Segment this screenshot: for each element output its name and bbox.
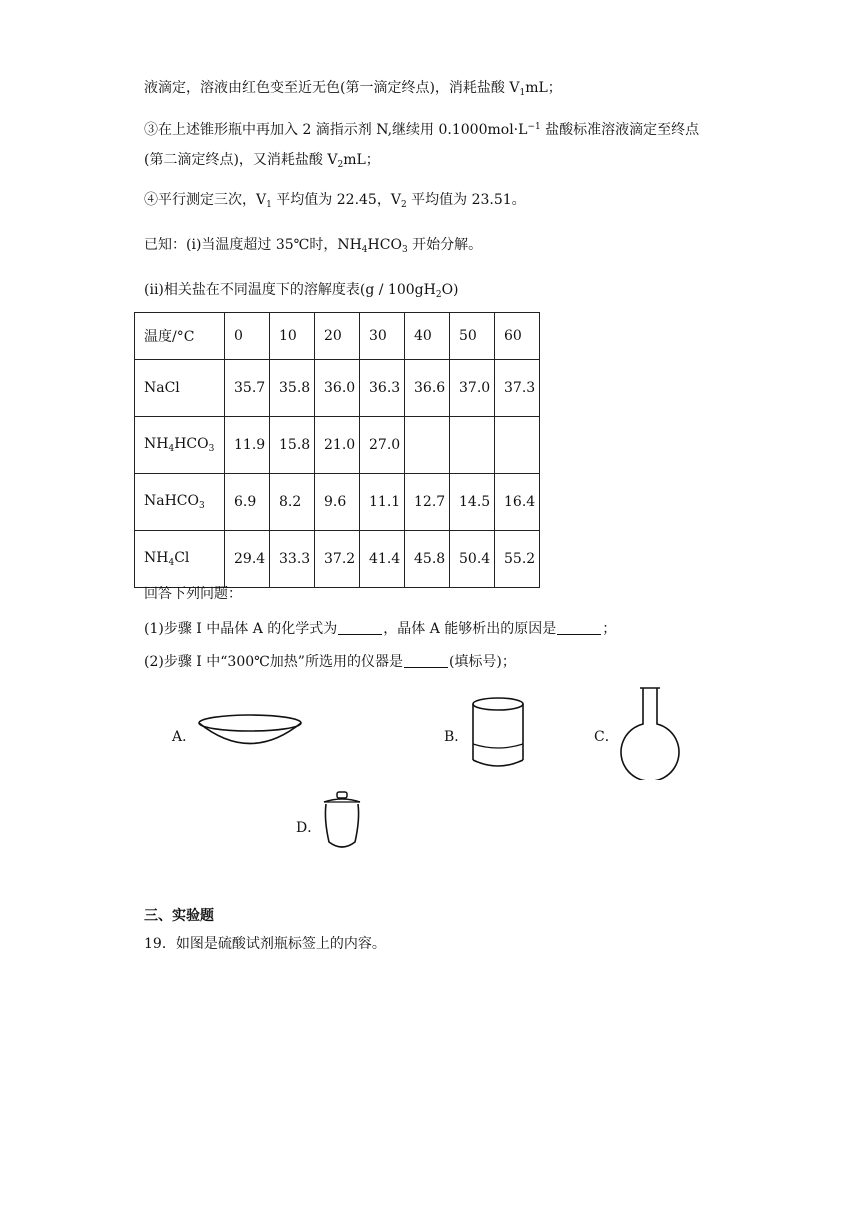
question-1: (1)步骤 I 中晶体 A 的化学式为 ，晶体 A 能够析出的原因是 ； <box>144 621 617 637</box>
table-cell: 45.8 <box>405 531 450 588</box>
table-cell: 9.6 <box>315 474 360 531</box>
table-cell: 15.8 <box>270 417 315 474</box>
section-heading: 三、实验题 <box>144 908 214 924</box>
table-cell: 11.1 <box>360 474 405 531</box>
table-row <box>135 531 540 588</box>
answer-blank[interactable] <box>557 620 601 635</box>
temp-cell: 60 <box>495 313 540 360</box>
table-cell: 33.3 <box>270 531 315 588</box>
table-cell: 14.5 <box>450 474 495 531</box>
salt-name: NaHCO$_3$ <box>135 474 225 531</box>
table-cell: 8.2 <box>270 474 315 531</box>
table-cell <box>405 417 450 474</box>
salt-name: NaCl <box>135 360 225 417</box>
option-b-label: B． <box>444 729 469 745</box>
table-cell: 41.4 <box>360 531 405 588</box>
table-row <box>135 417 540 474</box>
salt-name: $NH_4Cl$ <box>135 531 225 588</box>
option-c-label: C． <box>594 729 619 745</box>
option-d-label: D． <box>296 820 322 836</box>
table-cell: 55.2 <box>495 531 540 588</box>
table-cell: 37.0 <box>450 360 495 417</box>
table-cell: 36.6 <box>405 360 450 417</box>
temp-cell: 30 <box>360 313 405 360</box>
table-cell: 29.4 <box>225 531 270 588</box>
table-cell <box>495 417 540 474</box>
answer-blank[interactable] <box>338 620 382 635</box>
answer-blank[interactable] <box>404 653 448 668</box>
temp-cell: 50 <box>450 313 495 360</box>
table-cell: 11.9 <box>225 417 270 474</box>
table-cell: 36.3 <box>360 360 405 417</box>
crucible-icon <box>320 790 364 856</box>
question-2: (2)步骤 I 中“300℃加热”所选用的仪器是 (填标号)； <box>144 654 516 670</box>
solubility-unit: $(g / 100gH_2O)$ <box>359 282 459 300</box>
table-cell: 35.8 <box>270 360 315 417</box>
table-cell: 27.0 <box>360 417 405 474</box>
table-cell: 50.4 <box>450 531 495 588</box>
table-row <box>135 360 540 417</box>
table-cell: 35.7 <box>225 360 270 417</box>
header-label: 温度/°C <box>135 313 225 360</box>
table-cell: 6.9 <box>225 474 270 531</box>
questions-intro: 回答下列问题： <box>144 586 242 602</box>
evaporating-dish-icon <box>196 712 304 748</box>
table-cell: 21.0 <box>315 417 360 474</box>
round-bottom-flask-icon <box>618 684 682 780</box>
question-19: 19．如图是硫酸试剂瓶标签上的内容。 <box>144 936 386 952</box>
solubility-table <box>134 312 540 588</box>
table-cell: 37.3 <box>495 360 540 417</box>
beaker-icon <box>468 694 526 772</box>
temp-cell: 0 <box>225 313 270 360</box>
step-line-4: ④平行测定三次，$V_1$ 平均值为 22.45，$V_2$ 平均值为 23.51。 <box>144 192 526 210</box>
temp-cell: 10 <box>270 313 315 360</box>
table-cell: 36.0 <box>315 360 360 417</box>
salt-name: $NH_4HCO_3$ <box>135 417 225 474</box>
temp-cell: 40 <box>405 313 450 360</box>
table-cell: 12.7 <box>405 474 450 531</box>
step-line-1: 液滴定，溶液由红色变至近无色(第一滴定终点)，消耗盐酸 $V_1mL$； <box>144 80 562 98</box>
table-cell: 16.4 <box>495 474 540 531</box>
table-header-row <box>135 313 540 360</box>
temp-cell: 20 <box>315 313 360 360</box>
option-a-label: A． <box>172 729 197 745</box>
table-cell <box>450 417 495 474</box>
known-ii: (ii)相关盐在不同温度下的溶解度表$(g / 100gH_2O)$ <box>144 282 459 300</box>
step-line-3: (第二滴定终点)，又消耗盐酸 $V_2mL$； <box>144 152 380 170</box>
step-line-2: ③在上述锥形瓶中再加入 2 滴指示剂 N,继续用 $0.1000mol\cdot L^{-1}$ 盐酸标准溶液滴定至终点 <box>144 122 700 138</box>
known-i: 已知：(i)当温度超过 35℃时，$NH_4HCO_3$ 开始分解。 <box>144 237 483 255</box>
table-cell: 37.2 <box>315 531 360 588</box>
table-row <box>135 474 540 531</box>
